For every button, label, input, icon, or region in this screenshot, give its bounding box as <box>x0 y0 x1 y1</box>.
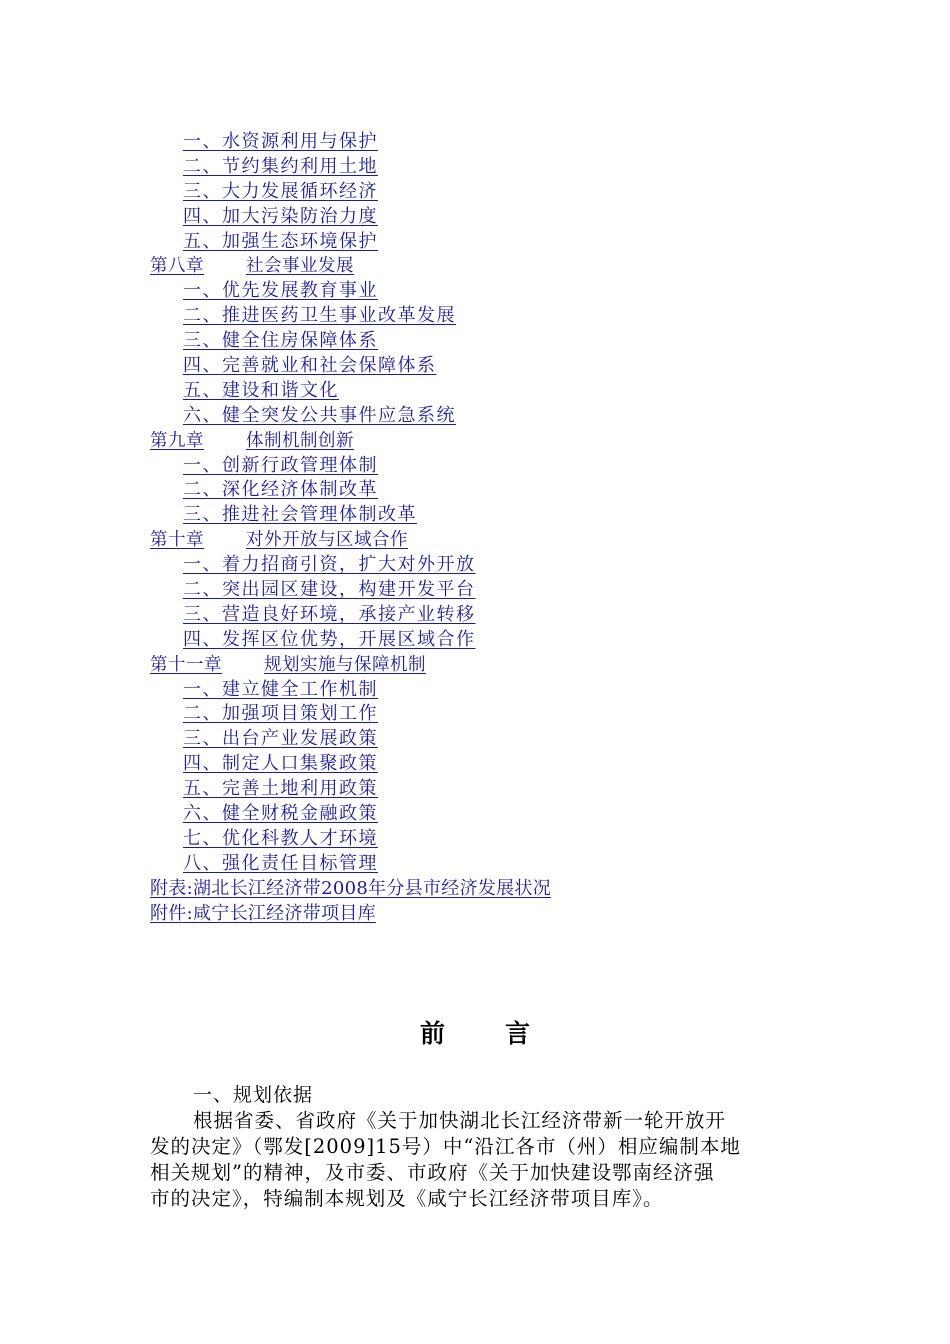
toc-row-sub <box>150 802 850 827</box>
preface-title: 前言 <box>419 1019 590 1048</box>
toc-section-link[interactable]: 一、着力招商引资，扩大对外开放 <box>183 554 476 576</box>
toc-row-sub <box>150 304 850 329</box>
toc-section-link[interactable]: 一、水资源利用与保护 <box>183 131 378 152</box>
toc-row-sub <box>150 354 850 379</box>
toc-section-link[interactable]: 五、加强生态环境保护 <box>183 230 378 252</box>
toc-row-appendix <box>150 877 850 902</box>
toc-row-sub <box>150 130 850 155</box>
toc-section-link[interactable]: 二、节约集约利用土地 <box>183 155 378 177</box>
toc-row-sub <box>150 752 850 777</box>
toc-section-link[interactable]: 二、深化经济体制改革 <box>183 479 378 501</box>
toc-row-chapter <box>150 653 850 678</box>
preface-body <box>150 1082 805 1212</box>
toc-row-sub <box>150 155 850 180</box>
chapter-title: 对外开放与区域合作 <box>246 530 408 551</box>
toc-row-sub <box>150 503 850 528</box>
toc-chapter-link[interactable] <box>150 256 354 276</box>
toc-row-sub <box>150 678 850 703</box>
toc-section-link[interactable]: 六、健全财税金融政策 <box>183 803 378 825</box>
toc-row-appendix <box>150 902 850 927</box>
toc-section-link[interactable]: 三、出台产业发展政策 <box>183 728 378 750</box>
toc-row-sub <box>150 279 850 304</box>
toc-row-sub <box>150 329 850 354</box>
toc-section-link[interactable]: 五、建设和谐文化 <box>183 379 339 401</box>
toc-row-sub <box>150 777 850 802</box>
toc-row-sub <box>150 727 850 752</box>
toc-section-link[interactable]: 四、发挥区位优势，开展区域合作 <box>183 628 476 650</box>
toc-section-link[interactable]: 三、营造良好环境，承接产业转移 <box>183 603 476 625</box>
toc-row-sub <box>150 180 850 205</box>
toc-chapter-link[interactable] <box>150 655 426 675</box>
toc-section-link[interactable]: 三、健全住房保障体系 <box>183 330 378 352</box>
toc-section-link[interactable]: 四、加大污染防治力度 <box>183 205 378 227</box>
toc-section-link[interactable]: 六、健全突发公共事件应急系统 <box>183 404 456 426</box>
toc-section-link[interactable]: 七、优化科教人才环境 <box>183 827 378 849</box>
toc-row-sub <box>150 852 850 877</box>
chapter-number: 第九章 <box>150 430 204 451</box>
toc-chapter-link[interactable] <box>150 431 354 451</box>
paragraph-line: 发的决定》（鄂发[2009]15号）中“沿江各市（州）相应编制本地 <box>150 1135 741 1158</box>
paragraph-line: 根据省委、省政府《关于加快湖北长江经济带新一轮开放开 <box>193 1109 727 1132</box>
chapter-title: 社会事业发展 <box>246 256 354 277</box>
toc-section-link[interactable]: 三、推进社会管理体制改革 <box>183 504 417 526</box>
chapter-title: 体制机制创新 <box>246 430 354 451</box>
toc-section-link[interactable]: 八、强化责任目标管理 <box>183 852 378 874</box>
toc-row-sub <box>150 478 850 503</box>
toc-section-link[interactable]: 四、完善就业和社会保障体系 <box>183 355 437 377</box>
toc-row-chapter <box>150 254 850 279</box>
toc-section-link[interactable]: 一、建立健全工作机制 <box>183 678 378 700</box>
toc-section-link[interactable]: 一、优先发展教育事业 <box>183 280 378 302</box>
table-of-contents <box>150 130 850 927</box>
toc-row-sub <box>150 702 850 727</box>
toc-section-link[interactable]: 二、突出园区建设，构建开发平台 <box>183 579 476 601</box>
chapter-number: 第十章 <box>150 530 204 551</box>
toc-appendix-link[interactable]: 附表:湖北长江经济带2008年分县市经济发展状况 <box>150 877 552 899</box>
toc-row-sub <box>150 628 850 653</box>
paragraph-line: 相关规划”的精神，及市委、市政府《关于加快建设鄂南经济强 <box>150 1161 715 1184</box>
toc-row-sub <box>150 230 850 255</box>
toc-row-sub <box>150 827 850 852</box>
toc-row-chapter <box>150 429 850 454</box>
toc-row-sub <box>150 553 850 578</box>
toc-row-sub <box>150 404 850 429</box>
chapter-number: 第八章 <box>150 256 204 277</box>
toc-row-sub <box>150 454 850 479</box>
toc-row-chapter <box>150 528 850 553</box>
toc-section-link[interactable]: 五、完善土地利用政策 <box>183 778 378 800</box>
toc-section-link[interactable]: 三、大力发展循环经济 <box>183 180 378 202</box>
toc-section-link[interactable]: 二、推进医药卫生事业改革发展 <box>183 305 456 327</box>
toc-chapter-link[interactable] <box>150 530 408 550</box>
toc-row-sub <box>150 205 850 230</box>
toc-section-link[interactable]: 四、制定人口集聚政策 <box>183 753 378 775</box>
paragraph-line: 市的决定》，特编制本规划及《咸宁长江经济带项目库》。 <box>150 1187 664 1210</box>
chapter-title: 规划实施与保障机制 <box>264 654 426 675</box>
section-heading: 一、规划依据 <box>193 1084 314 1106</box>
toc-appendix-link[interactable]: 附件:咸宁长江经济带项目库 <box>150 902 376 924</box>
toc-row-sub <box>150 603 850 628</box>
chapter-number: 第十一章 <box>150 654 222 675</box>
toc-row-sub <box>150 578 850 603</box>
toc-section-link[interactable]: 一、创新行政管理体制 <box>183 454 378 476</box>
toc-row-sub <box>150 379 850 404</box>
toc-section-link[interactable]: 二、加强项目策划工作 <box>183 703 378 725</box>
